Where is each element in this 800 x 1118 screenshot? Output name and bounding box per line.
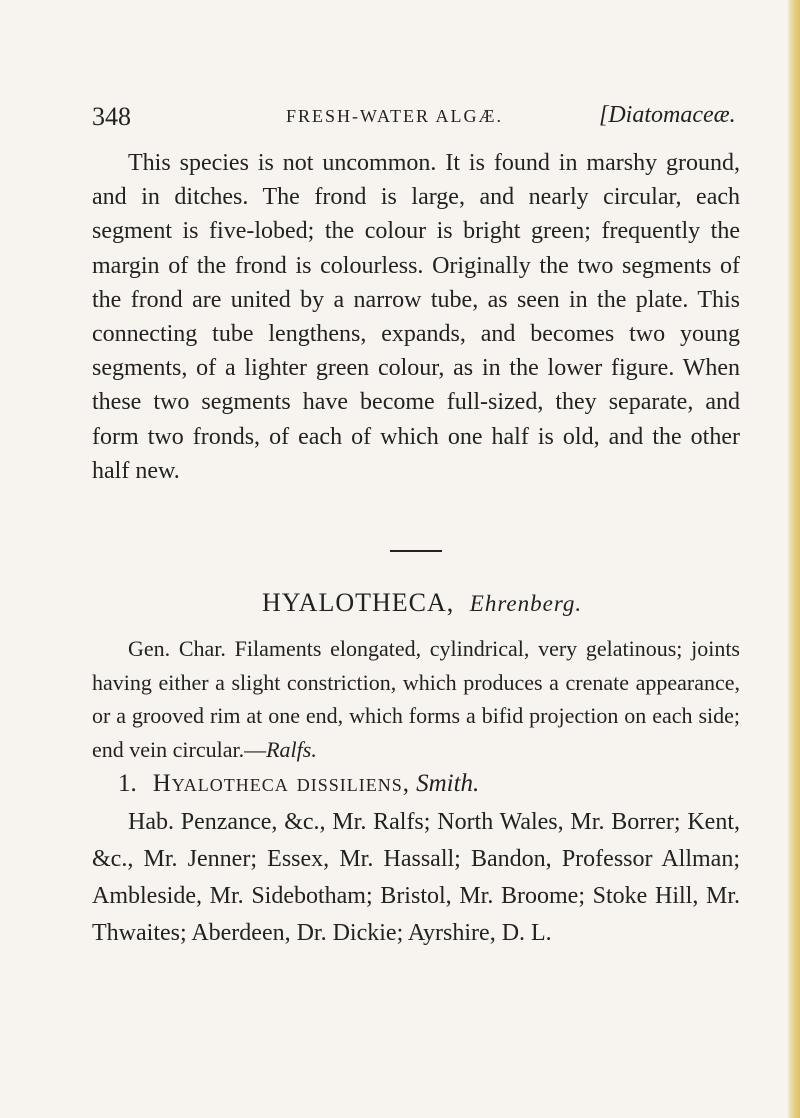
running-section: [Diatomaceæ. bbox=[599, 102, 736, 128]
genus-author: Ehrenberg. bbox=[469, 591, 583, 616]
habitat-paragraph bbox=[92, 804, 740, 952]
genus-characters-citation: Ralfs. bbox=[266, 736, 317, 762]
page-header bbox=[92, 102, 742, 136]
species-entry bbox=[118, 770, 479, 798]
habitat-text: Penzance, &c., Mr. Ralfs; North Wales, Mr. Borrer; Kent, &c., Mr. Jenner; Essex, Mr. Hassall; Bandon, Professor Allman; Ambleside, Mr. Sidebotham; Bristol, Mr. Broome; Stoke Hill, Mr. Thwaites; Aberdeen, Dr. Dickie; Ayrshire, D. L. bbox=[92, 809, 740, 946]
habitat-label: Hab. bbox=[128, 809, 174, 835]
page-number: 348 bbox=[92, 102, 131, 131]
genus-heading bbox=[262, 588, 582, 618]
species-epithet: dissiliens, bbox=[296, 770, 411, 797]
species-number: 1. bbox=[118, 770, 137, 797]
description-paragraph: This species is not uncommon. It is found in marshy ground, and in ditches. The frond is large, and nearly circular, each segment is five-lobed; the colour is bright green; frequently the margin of the frond is colourless. Originally the two segments of the frond are united by a narrow tube, as seen in the plate. This connecting tube lengthens, expands, and becomes two young segments, of a lighter green colour, as in the lower figure. When these two segments have become full-sized, they separate, and form two fronds, of each of which one half is old, and the other half new. bbox=[92, 150, 740, 484]
page-edge bbox=[788, 0, 800, 1118]
genus-name: HYALOTHECA, bbox=[262, 588, 455, 617]
genus-characters-text: Filaments elongated, cylindrical, very gelatinous; joints having either a slight constriction, which produces a crenate appearance, or a grooved rim at one end, which forms a bifid projection on each side; end vein circular.— bbox=[92, 636, 740, 762]
running-head: FRESH-WATER ALGÆ. bbox=[286, 106, 504, 126]
genus-characters-paragraph bbox=[92, 632, 740, 766]
species-genus: Hyalotheca bbox=[152, 770, 289, 797]
species-author: Smith. bbox=[416, 770, 480, 797]
genus-characters-label: Gen. Char. bbox=[128, 636, 226, 661]
section-divider bbox=[390, 550, 442, 552]
